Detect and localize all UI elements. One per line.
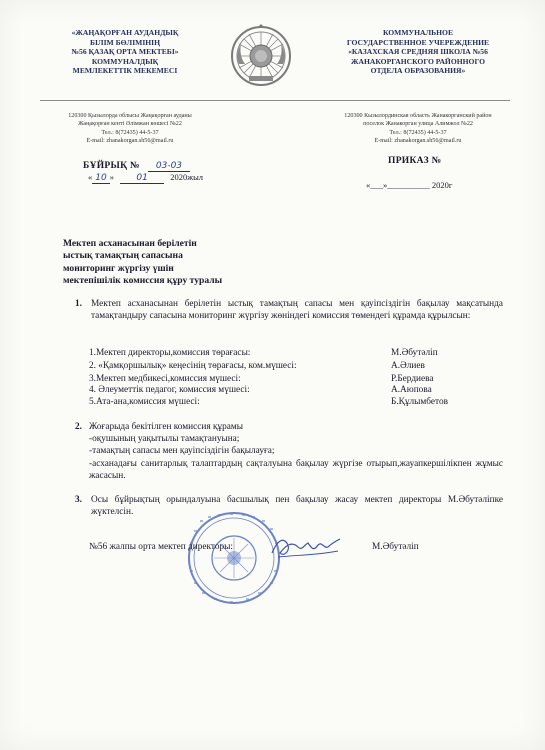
order-subject <box>63 238 222 288</box>
order-right-title: ПРИКАЗ № <box>388 156 442 166</box>
commission-role: 4. Әлеуметтік педагог, комиссия мүшесі: <box>89 385 250 395</box>
header-right-line: ЖАНАКОРГАНСКОГО РАЙОННОГО <box>350 56 486 66</box>
header-right <box>328 28 508 76</box>
order-day-handwritten: 10 <box>92 173 109 184</box>
date-quote-close: » <box>109 172 114 182</box>
address-right-line: 120300 Кызылординская область Жанакорганский район <box>344 113 492 119</box>
header-right-line: ГОСУДАРСТВЕННОЕ УЧЕРЕЖДЕНИЕ <box>346 37 490 47</box>
address-right-line: Тел.: 8(72435) 44-5-37 <box>389 129 447 136</box>
address-left-line: Тел.: 8(72435) 44-5-37 <box>101 129 159 136</box>
address-left-line: E-mail: zhanakorgan.sh56@mail.ru <box>86 138 174 145</box>
item-3-text: Осы бұйрықтың орындалуына басшылық пен бақылау жасау мектеп директоры М.Әбутәліпке жүктелсін. <box>91 495 503 518</box>
director-signature <box>268 531 344 565</box>
commission-member-name: А.Әлиев <box>391 361 425 371</box>
order-number-handwritten: 03-03 <box>148 161 190 172</box>
header-right-line: ОТДЕЛА ОБРАЗОВАНИЯ» <box>370 66 466 75</box>
address-right-line: поселок Жанакорган улица Алимжол №22 <box>363 121 473 128</box>
address-right <box>312 112 524 146</box>
subject-line: Мектеп асханасынан берілетін <box>63 238 197 249</box>
state-emblem-icon <box>229 24 293 88</box>
order-left-date-row <box>88 172 203 184</box>
item-1-number: 1. <box>75 299 82 309</box>
item-2-line: Жоғарыда бекітілген комиссия құрамы <box>89 422 244 432</box>
address-left-line: Жаңақорған кенті Әлімжан көшесі №22 <box>78 121 182 128</box>
commission-role: 3.Мектеп медбикесі,комиссия мүшесі: <box>89 374 241 384</box>
header-left-line: МЕМЛЕКЕТТІК МЕКЕМЕСІ <box>72 66 178 75</box>
order-month-handwritten: 01 <box>120 173 164 184</box>
order-left-year: 2020жыл <box>170 172 204 182</box>
order-right-date: «___»__________ 2020г <box>366 180 453 190</box>
commission-role: 5.Ата-ана,комиссия мүшесі: <box>89 397 200 407</box>
header-right-line: «КАЗАХСКАЯ СРЕДНЯЯ ШКОЛА №56 <box>348 47 488 56</box>
commission-role: 1.Мектеп директоры,комиссия төрағасы: <box>89 348 251 358</box>
order-left-title: БҰЙРЫҚ № <box>83 161 140 171</box>
address-left-line: 120300 Қызылорда облысы Жаңақорған ауданы <box>68 113 192 119</box>
item-2-line: -оқушының уақытылы тамақтануына; <box>89 434 240 445</box>
header-left <box>45 28 205 76</box>
header-left-line: КОММУНАЛДЫҚ <box>91 56 159 66</box>
address-left <box>45 112 215 146</box>
header-left-line: «ЖАҢАҚОРҒАН АУДАНДЫҚ <box>71 28 179 37</box>
item-1-text: Мектеп асханасынан берілетін ыстық тамақтың сапасы мен қауіпсіздігін бақылау мақсатында тамақтандыру сапасына мониторинг жүргізу жөніндегі комиссия төмендегі құрамда құрылсын: <box>91 299 503 322</box>
header-right-line: КОММУНАЛЬНОЕ <box>382 28 454 37</box>
address-right-line: E-mail: zhanakorgan.sh56@mail.ru <box>374 138 462 145</box>
commission-role: 2. «Қамқоршылық» кеңесінің төрағасы, ком.мүшесі: <box>89 361 297 371</box>
commission-member-name: А.Аюпова <box>391 385 432 395</box>
item-2-text <box>89 421 503 482</box>
item-2-line: -тамақтың сапасы мен қауіпсіздігін бақылауға; <box>89 446 275 457</box>
date-quote-open: « <box>88 172 93 182</box>
item-3-number: 3. <box>75 495 82 505</box>
subject-line: мониторинг жүргізу үшін <box>63 262 174 274</box>
order-left-number-row <box>83 155 190 173</box>
header-left-line: БІЛІМ БӨЛІМІНІҢ <box>89 37 161 47</box>
commission-member-name: Р.Бердиева <box>391 374 434 384</box>
signature-name: М.Әбутәліп <box>372 542 419 552</box>
signature-role: №56 жалпы орта мектеп директоры: <box>89 542 233 552</box>
item-2-line: -асханадағы санитарлық талаптардың сақталуына бақылау жүргізе отырып,жауапкершілікпен жұмыс жасасын. <box>89 458 503 481</box>
commission-member-name: Б.Құлымбетов <box>391 397 448 407</box>
item-2-number: 2. <box>75 422 82 432</box>
subject-line: ыстық тамақтың сапасына <box>63 250 183 262</box>
header-divider <box>40 100 510 101</box>
header-left-line: №56 ҚАЗАҚ ОРТА МЕКТЕБІ» <box>71 47 179 56</box>
commission-member-name: М.Әбутәліп <box>391 348 438 358</box>
subject-line: мектепішілік комиссия құру туралы <box>63 275 223 287</box>
